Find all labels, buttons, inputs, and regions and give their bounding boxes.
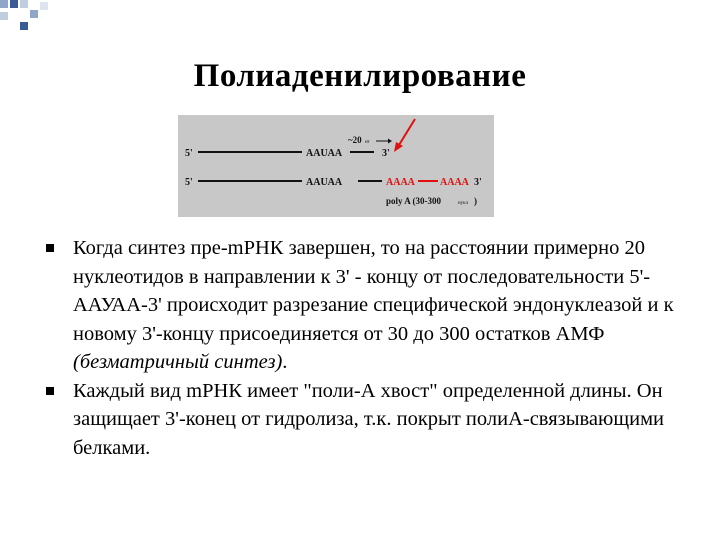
poly-a-caption-close: ) (474, 196, 477, 206)
row2-three-prime-label: 3' (474, 177, 482, 188)
poly-a-tail-right: AAAA (440, 177, 469, 188)
bullet-2-text: Каждый вид mРНК имеет "поли-А хвост" определенной длины. Он защищает 3'-конец от гидролиза, т.к. покрыт полиА-связывающими белками. (73, 379, 665, 459)
slide-title: Полиаденилирование (193, 58, 527, 94)
poly-a-caption-unit: нукл (458, 201, 469, 206)
row1-three-prime-label: 3' (382, 148, 390, 159)
bullet-item-2 (40, 377, 690, 463)
polyadenylation-diagram (178, 115, 494, 217)
corner-decoration (0, 0, 60, 40)
distance-unit: нт (365, 140, 370, 145)
bullet-1-italic: (безматричный синтез) (73, 351, 283, 373)
bullet-1-text: Когда синтез пре-mРНК завершен, то на расстоянии примерно 20 нуклеотидов в направлении к 3' - концу от последовательности 5'-ААУАА-3' происходит разрезание специфической эндонуклеазой и к новому 3'-концу присоединяется от 30 до 300 остатков АМФ (73, 237, 674, 345)
row2-signal-label: AAUAA (306, 177, 343, 188)
bullet-1-tail: . (282, 351, 288, 373)
poly-a-tail-left: AAAA (386, 177, 415, 188)
distance-label: ~20 (348, 135, 362, 145)
bullet-marker (46, 387, 54, 395)
row1-five-prime-label: 5' (185, 148, 193, 159)
poly-a-caption: poly A (30-300 (386, 196, 442, 206)
row1-signal-label: AAUAA (306, 148, 343, 159)
bullet-marker (46, 244, 54, 252)
diagram-background (178, 115, 494, 217)
bullet-list (40, 234, 690, 462)
row2-five-prime-label: 5' (185, 177, 193, 188)
bullet-item-1 (40, 234, 690, 377)
